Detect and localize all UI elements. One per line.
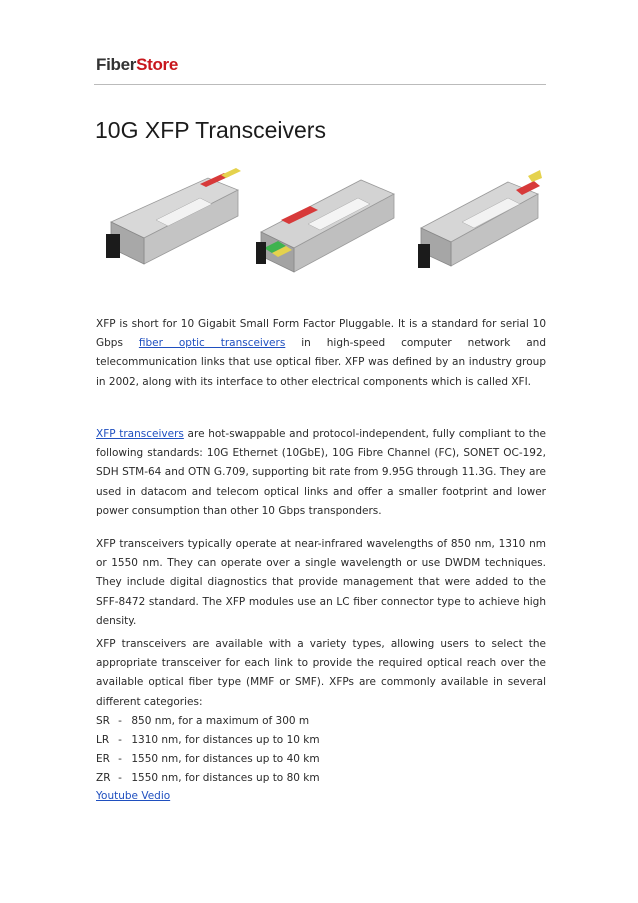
xfp-modules-illustration <box>96 160 546 290</box>
category-dash: - <box>118 753 122 766</box>
header-divider <box>94 84 546 85</box>
fiberstore-logo <box>96 55 178 75</box>
xfp-module-3-image <box>418 170 542 268</box>
xfp-standards-paragraph <box>96 425 546 521</box>
xfp-wavelengths-paragraph: XFP transceivers typically operate at near-infrared wavelengths of 850 nm, 1310 nm or 1550 nm. They can operate over a single wavelength or use DWDM techniques. They include digital diagnostics that provide management that were added to the SFF-8472 standard. The XFP modules use an LC fiber connector type to achieve high density. <box>96 538 546 627</box>
category-desc: 1550 nm, for distances up to 40 km <box>131 753 320 766</box>
xfp-transceivers-link[interactable]: XFP transceivers <box>96 428 184 440</box>
category-sr <box>96 712 546 731</box>
category-dash: - <box>118 714 122 727</box>
product-images <box>96 160 546 290</box>
p1-text-after: in high-speed computer network and telecommunication links that use optical fiber. XFP was defined by an industry group in 2002, along with its interface to other electrical components which is called XFI. <box>96 337 546 388</box>
category-zr <box>96 769 546 788</box>
category-lr <box>96 731 546 750</box>
category-code: SR <box>96 714 110 727</box>
xfp-module-2-image <box>256 180 394 272</box>
logo-fiber-text: Fiber <box>96 55 137 74</box>
youtube-video-link[interactable]: Youtube Vedio <box>96 790 171 802</box>
xfp-categories-paragraph <box>96 635 546 789</box>
category-desc: 1310 nm, for distances up to 10 km <box>131 734 320 747</box>
p4-text: XFP transceivers are available with a variety types, allowing users to select the appropriate transceiver for each link to provide the required optical reach over the available optical fiber type (MMF or SMF). XFPs are commonly available in several different categories: <box>96 638 546 708</box>
category-desc: 1550 nm, for distances up to 80 km <box>131 772 320 785</box>
xfp-intro-paragraph <box>96 315 546 392</box>
category-dash: - <box>118 734 122 747</box>
category-code: ZR <box>96 772 111 785</box>
fiber-optic-transceivers-link[interactable]: fiber optic transceivers <box>138 337 286 350</box>
category-code: LR <box>96 734 110 747</box>
xfp-module-1-image <box>106 168 241 264</box>
page-title: 10G XFP Transceivers <box>95 117 326 143</box>
p2-text-after: are hot-swappable and protocol-independent, fully compliant to the following standards: 10G Ethernet (10GbE), 10G Fibre Channel (FC), SONET OC-192, SDH STM-64 and OTN G.709, supporting bit rate from 9.95G through 11.3G. They are used in datacom and telecom optical links and offer a smaller footprint and lower power consumption than other 10 Gbps transponders. <box>96 428 546 517</box>
p1-text-before: XFP is short for 10 Gigabit Small Form Factor Pluggable. It is a standard for serial 10 Gbps <box>96 318 546 350</box>
category-dash: - <box>118 772 122 785</box>
logo-store-text: Store <box>136 55 179 74</box>
category-desc: 850 nm, for a maximum of 300 m <box>131 714 310 727</box>
category-code: ER <box>96 753 110 766</box>
category-er <box>96 750 546 769</box>
